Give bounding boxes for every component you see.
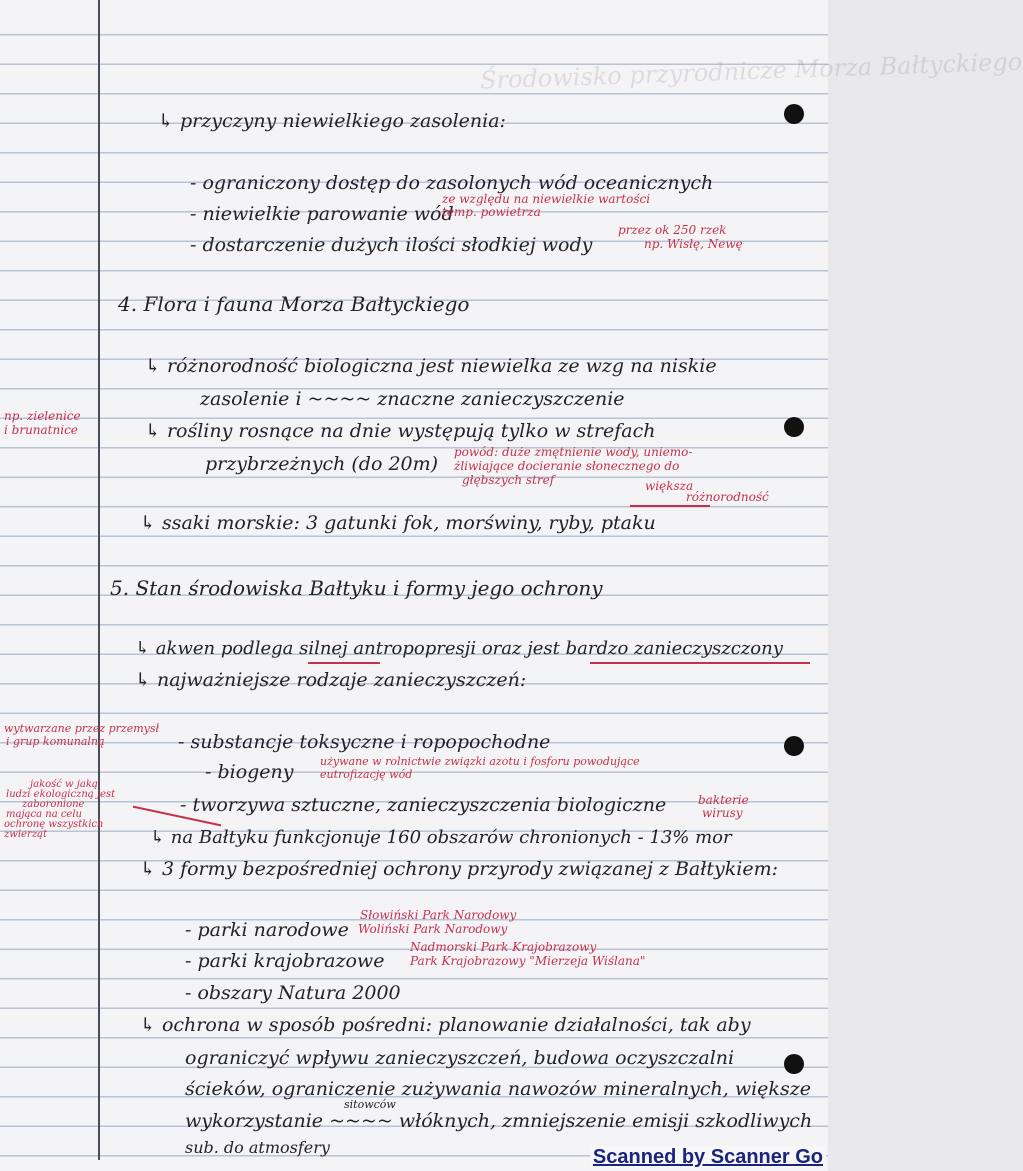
red-annotation: przez ok 250 rzek	[618, 223, 727, 237]
red-annotation: Park Krajobrazowy "Mierzeja Wiślana"	[410, 954, 646, 968]
small-note: sitowców	[344, 1098, 396, 1111]
punch-hole	[784, 736, 804, 756]
note-line: przybrzeżnych (do 20m)	[205, 453, 439, 475]
note-line: ↳ różnorodność biologiczna jest niewielka ze wzg na niskie	[145, 355, 717, 377]
red-annotation: używane w rolnictwie związki azotu i fosforu powodujące	[320, 755, 640, 768]
red-annotation: większa	[645, 479, 694, 493]
note-line: - parki krajobrazowe	[185, 950, 385, 972]
red-annotation: powód: duże zmętnienie wody, uniemo-	[454, 445, 693, 459]
red-annotation: żliwiające docieranie słonecznego do	[454, 459, 680, 473]
red-annotation: głębszych stref	[462, 473, 555, 487]
red-annotation: Woliński Park Narodowy	[358, 922, 508, 936]
margin-line	[98, 0, 100, 1160]
red-annotation: bakterie	[698, 793, 749, 807]
note-line: - niewielkie parowanie wód	[190, 203, 454, 225]
red-annotation: i brunatnice	[4, 423, 78, 437]
red-annotation: ochronę wszystkich	[4, 819, 104, 830]
note-line: ograniczyć wpływu zanieczyszczeń, budowa oczyszczalni	[185, 1047, 735, 1069]
red-annotation: i grup komunalną	[6, 735, 105, 748]
note-line: - tworzywa sztuczne, zanieczyszczenia biologiczne	[180, 794, 667, 816]
red-annotation: ludzi ekologiczną jest	[6, 789, 116, 800]
note-line: ↳ 3 formy bezpośredniej ochrony przyrody związanej z Bałtykiem:	[140, 858, 779, 880]
red-annotation: zaboronione	[22, 799, 85, 810]
note-line: ↳ na Bałtyku funkcjonuje 160 obszarów chronionych - 13% mor	[150, 827, 732, 848]
note-line: - dostarczenie dużych ilości słodkiej wody	[190, 234, 593, 256]
punch-hole	[784, 104, 804, 124]
note-line: ↳ najważniejsze rodzaje zanieczyszczeń:	[135, 669, 527, 691]
red-annotation: jakość w jaką	[30, 779, 98, 790]
note-line: - ograniczony dostęp do zasolonych wód oceanicznych	[190, 172, 714, 194]
note-line: wykorzystanie ~~~~ włóknych, zmniejszenie emisji szkodliwych	[185, 1110, 813, 1132]
note-line: ↳ rośliny rosnące na dnie występują tylko w strefach	[145, 420, 656, 442]
note-line: - obszary Natura 2000	[185, 982, 401, 1004]
note-line: ↳ akwen podlega silnej antropopresji oraz jest bardzo zanieczyszczony	[135, 638, 783, 659]
red-annotation: wytwarzane przez przemysł	[4, 722, 160, 735]
red-annotation: np. zielenice	[4, 409, 81, 423]
red-annotation: Nadmorski Park Krajobrazowy	[410, 940, 597, 954]
note-line: sub. do atmosfery	[185, 1138, 330, 1157]
red-underline	[308, 662, 380, 664]
red-brace	[630, 505, 710, 507]
red-annotation: eutrofizację wód	[320, 768, 413, 781]
note-line: zasolenie i ~~~~ znaczne zanieczyszczenie	[200, 388, 625, 410]
section-heading: 5. Stan środowiska Bałtyku i formy jego ochrony	[110, 576, 603, 600]
red-annotation: Słowiński Park Narodowy	[360, 908, 517, 922]
note-line: - substancje toksyczne i ropopochodne	[178, 731, 551, 753]
red-annotation: mająca na celu	[6, 809, 82, 820]
red-annotation: np. Wisłę, Newę	[644, 237, 743, 251]
note-line: - parki narodowe	[185, 919, 349, 941]
red-annotation: zwierząt	[4, 829, 47, 840]
note-line: ↳ przyczyny niewielkiego zasolenia:	[158, 110, 506, 132]
note-line: - biogeny	[205, 761, 294, 783]
note-line: ↳ ochrona w sposób pośredni: planowanie działalności, tak aby	[140, 1014, 751, 1036]
punch-hole	[784, 1054, 804, 1074]
punch-hole	[784, 417, 804, 437]
red-annotation: ze względu na niewielkie wartości	[442, 192, 651, 206]
red-underline	[590, 662, 810, 664]
red-annotation: temp. powietrza	[442, 205, 541, 219]
red-annotation: wirusy	[702, 806, 743, 820]
note-line: ścieków, ograniczenie zużywania nawozów mineralnych, większe	[185, 1078, 811, 1100]
bleed-through-title: Środowisko przyrodnicze Morza Bałtyckiego	[479, 47, 1023, 95]
note-line: ↳ ssaki morskie: 3 gatunki fok, morświny, ryby, ptaku	[140, 512, 656, 534]
section-heading: 4. Flora i fauna Morza Bałtyckiego	[118, 292, 470, 316]
red-annotation: różnorodność	[686, 490, 769, 504]
scanner-go-watermark: Scanned by Scanner Go	[590, 1146, 826, 1169]
